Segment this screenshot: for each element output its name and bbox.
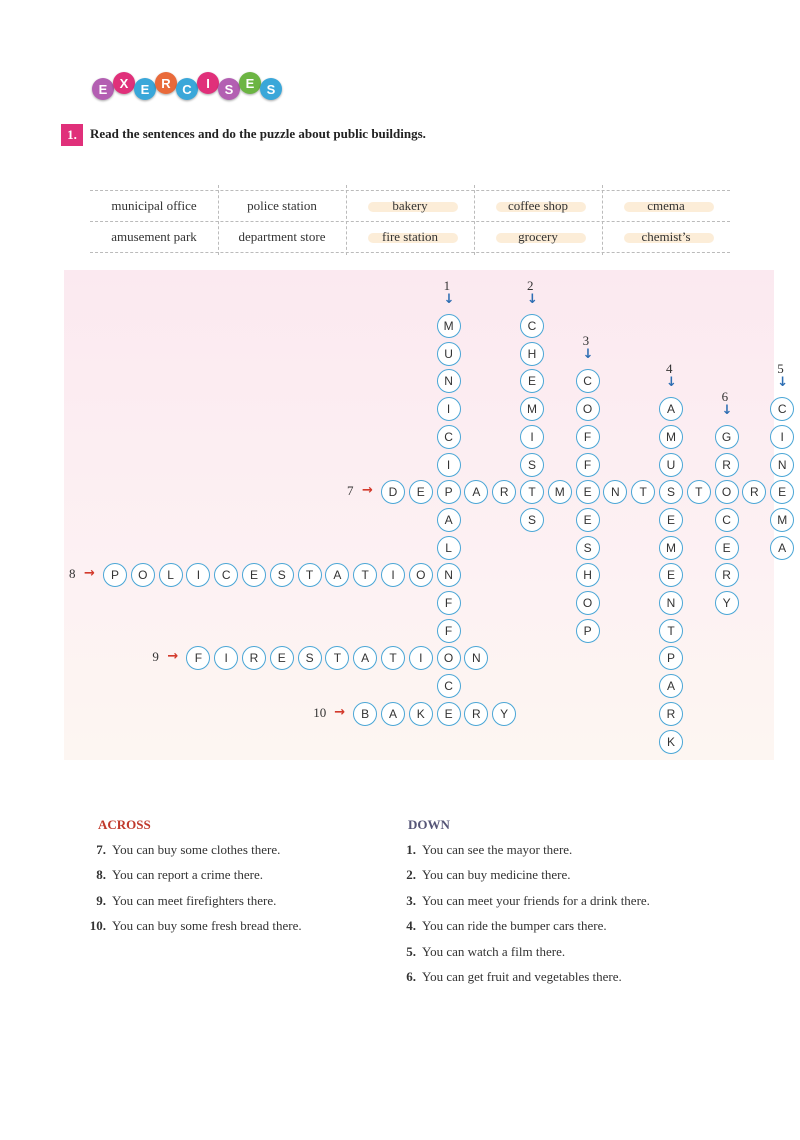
clue-number-down: 3	[582, 333, 590, 349]
clue-item	[82, 842, 280, 858]
word-box-item: grocery	[518, 229, 558, 244]
crossword-cell[interactable]: S	[298, 646, 322, 670]
crossword-cell[interactable]: M	[659, 536, 683, 560]
crossword-cell[interactable]: Y	[715, 591, 739, 615]
crossword-cell[interactable]: T	[298, 563, 322, 587]
crossword-cell[interactable]: C	[715, 508, 739, 532]
word-box-item: department store	[238, 229, 326, 244]
crossword-cell[interactable]: N	[437, 369, 461, 393]
exercise-instruction: Read the sentences and do the puzzle about public buildings.	[90, 126, 426, 141]
down-heading: DOWN	[408, 817, 450, 832]
logo-letter: C	[176, 78, 198, 100]
clue-item-number: 9.	[96, 892, 106, 908]
crossword-cell[interactable]: E	[409, 480, 433, 504]
crossword-cell[interactable]: A	[659, 674, 683, 698]
clue-item-number: 1.	[406, 842, 416, 857]
crossword-cell[interactable]: T	[659, 619, 683, 643]
crossword-cell[interactable]: I	[186, 563, 210, 587]
crossword-cell[interactable]: C	[576, 369, 600, 393]
clue-number-across: 7	[347, 483, 354, 499]
down-arrow-icon: ↓	[666, 375, 677, 391]
crossword-cell[interactable]: A	[381, 702, 405, 726]
crossword-cell[interactable]: E	[659, 563, 683, 587]
crossword-cell[interactable]: M	[770, 508, 794, 532]
clue-number-across: 8	[69, 566, 76, 582]
down-arrow-icon: ↓	[443, 292, 455, 307]
clue-item-number: 3.	[406, 892, 416, 908]
crossword-cell[interactable]: P	[659, 646, 683, 670]
crossword-cell[interactable]: M	[659, 425, 683, 449]
clue-item-text: You can buy medicine there.	[422, 867, 571, 883]
down-arrow-icon: ↓	[777, 375, 789, 391]
down-arrow-icon: ↓	[527, 292, 538, 307]
crossword-cell[interactable]: R	[715, 563, 739, 587]
word-box-divider	[90, 190, 730, 191]
crossword-cell[interactable]: S	[520, 453, 544, 477]
clue-item	[392, 893, 650, 909]
clue-item-number: 5.	[406, 943, 416, 959]
crossword-cell[interactable]: S	[520, 508, 544, 532]
crossword-cell[interactable]: S	[576, 536, 600, 560]
word-box	[90, 190, 730, 252]
crossword-cell[interactable]: T	[353, 563, 377, 587]
clue-item-text: You can buy some clothes there.	[112, 842, 281, 857]
clue-item-number: 8.	[96, 867, 106, 883]
logo-letter: R	[155, 72, 177, 94]
crossword-cell[interactable]: C	[437, 674, 461, 698]
clue-number-across: 10	[313, 704, 327, 720]
clue-item-text: You can report a crime there.	[112, 867, 264, 883]
clue-number-across: 9	[152, 649, 159, 665]
crossword-cell[interactable]: A	[770, 536, 794, 560]
crossword-cell[interactable]: R	[742, 480, 766, 504]
clue-item-number: 7.	[96, 842, 106, 857]
crossword-cell[interactable]: F	[437, 619, 461, 643]
crossword-cell[interactable]: E	[659, 508, 683, 532]
crossword-cell[interactable]: C	[437, 425, 461, 449]
crossword-cell[interactable]: A	[325, 563, 349, 587]
word-box-divider	[90, 252, 730, 253]
crossword-cell[interactable]: E	[576, 480, 600, 504]
crossword-cell[interactable]: T	[325, 646, 349, 670]
logo-letter: E	[239, 72, 261, 94]
crossword-cell[interactable]: O	[576, 397, 600, 421]
crossword-cell[interactable]: N	[437, 563, 461, 587]
crossword-cell[interactable]: P	[437, 480, 461, 504]
logo-letter: S	[218, 78, 240, 100]
crossword-cell[interactable]: S	[659, 480, 683, 504]
clue-item-text: You can get fruit and vegetables there.	[422, 969, 622, 984]
crossword-cell[interactable]: R	[492, 480, 516, 504]
crossword-cell[interactable]: O	[576, 591, 600, 615]
crossword-cell[interactable]: B	[353, 702, 377, 726]
across-arrow-icon: →	[167, 649, 179, 665]
crossword-cell[interactable]: O	[715, 480, 739, 504]
crossword-cell[interactable]: U	[659, 453, 683, 477]
crossword-cell[interactable]: I	[214, 646, 238, 670]
down-arrow-icon: ↓	[721, 402, 733, 418]
crossword-cell[interactable]: H	[520, 342, 544, 366]
exercise-number-badge: 1.	[61, 124, 83, 146]
word-box-item: cmema	[647, 198, 685, 213]
crossword-puzzle	[64, 270, 789, 760]
word-box-item: bakery	[392, 198, 428, 213]
crossword-cell[interactable]: O	[437, 646, 461, 670]
crossword-cell[interactable]: N	[464, 646, 488, 670]
crossword-cell[interactable]: I	[520, 425, 544, 449]
crossword-cell[interactable]: C	[214, 563, 238, 587]
crossword-cell[interactable]: H	[576, 563, 600, 587]
clue-number-down: 4	[666, 361, 673, 377]
logo-letter: I	[197, 72, 219, 94]
crossword-cell[interactable]: I	[409, 646, 433, 670]
crossword-cell[interactable]: M	[520, 397, 544, 421]
crossword-cell[interactable]: C	[770, 397, 794, 421]
clue-item	[392, 918, 607, 934]
crossword-cell[interactable]: T	[687, 480, 711, 504]
word-box-item: fire station	[382, 229, 438, 244]
crossword-cell[interactable]: T	[520, 480, 544, 504]
word-box-divider	[90, 221, 730, 222]
across-arrow-icon: →	[84, 566, 95, 582]
logo-letter: E	[134, 78, 156, 100]
crossword-cell[interactable]: O	[131, 563, 155, 587]
crossword-cell[interactable]: T	[381, 646, 405, 670]
crossword-cell[interactable]: E	[520, 369, 544, 393]
crossword-cell[interactable]: F	[186, 646, 210, 670]
clue-number-down: 6	[721, 388, 729, 404]
crossword-cell[interactable]: R	[242, 646, 266, 670]
clue-item	[392, 842, 572, 858]
clue-item	[392, 944, 565, 960]
crossword-cell[interactable]: E	[576, 508, 600, 532]
crossword-cell[interactable]: F	[576, 453, 600, 477]
crossword-cell[interactable]: R	[464, 702, 488, 726]
crossword-cell[interactable]: L	[159, 563, 183, 587]
crossword-cell[interactable]: F	[576, 425, 600, 449]
crossword-cell[interactable]: P	[103, 563, 127, 587]
clue-item	[82, 867, 263, 883]
crossword-cell[interactable]: R	[715, 453, 739, 477]
crossword-cell[interactable]: S	[270, 563, 294, 587]
crossword-cell[interactable]: I	[437, 397, 461, 421]
crossword-cell[interactable]: N	[603, 480, 627, 504]
exercises-logo	[92, 72, 302, 106]
clue-item-number: 4.	[406, 918, 416, 934]
across-arrow-icon: →	[362, 483, 373, 499]
crossword-cell[interactable]: L	[437, 536, 461, 560]
clue-number-down: 2	[527, 278, 534, 293]
clue-item	[82, 918, 302, 934]
clue-item-text: You can meet your friends for a drink there.	[422, 892, 650, 908]
clue-number-down: 1	[443, 278, 451, 293]
clue-item-number: 2.	[406, 867, 416, 883]
clue-item-text: You can meet firefighters there.	[112, 892, 277, 908]
crossword-cell[interactable]: O	[409, 563, 433, 587]
logo-letter: E	[92, 78, 114, 100]
across-arrow-icon: →	[334, 704, 346, 720]
word-box-item: chemist’s	[641, 229, 691, 244]
crossword-cell[interactable]: N	[659, 591, 683, 615]
crossword-cell[interactable]: I	[770, 425, 794, 449]
crossword-cell[interactable]: E	[715, 536, 739, 560]
crossword-cell[interactable]: U	[437, 342, 461, 366]
crossword-cell[interactable]: F	[437, 591, 461, 615]
logo-letter: X	[113, 72, 135, 94]
crossword-cell[interactable]: T	[631, 480, 655, 504]
word-box-item: coffee shop	[507, 198, 569, 213]
crossword-cell[interactable]: A	[659, 397, 683, 421]
word-box-item: amusement park	[111, 229, 197, 244]
clue-number-down: 5	[777, 361, 784, 377]
crossword-cell[interactable]: R	[659, 702, 683, 726]
crossword-cell[interactable]: G	[715, 425, 739, 449]
clue-item-text: You can see the mayor there.	[422, 842, 573, 857]
clue-item	[82, 893, 276, 909]
crossword-cell[interactable]: K	[409, 702, 433, 726]
crossword-cell[interactable]: Y	[492, 702, 516, 726]
crossword-cell[interactable]: I	[381, 563, 405, 587]
word-box-item: police station	[247, 198, 317, 213]
word-box-item: municipal office	[111, 198, 197, 213]
crossword-cell[interactable]: A	[464, 480, 488, 504]
crossword-cell[interactable]: A	[353, 646, 377, 670]
crossword-cell[interactable]: M	[437, 314, 461, 338]
clue-item	[392, 867, 571, 883]
clue-item-text: You can watch a film there.	[422, 943, 566, 959]
across-heading: ACROSS	[98, 817, 151, 832]
down-arrow-icon: ↓	[582, 347, 594, 363]
crossword-cell[interactable]: C	[520, 314, 544, 338]
crossword-cell[interactable]: E	[242, 563, 266, 587]
crossword-cell[interactable]: D	[381, 480, 405, 504]
crossword-cell[interactable]: P	[576, 619, 600, 643]
clue-item-text: You can buy some fresh bread there.	[112, 918, 302, 934]
crossword-cell[interactable]: E	[437, 702, 461, 726]
clue-item-number: 10.	[89, 918, 106, 934]
crossword-cell[interactable]: N	[770, 453, 794, 477]
logo-letter: S	[260, 78, 282, 100]
crossword-cell[interactable]: E	[270, 646, 294, 670]
crossword-cell[interactable]: I	[437, 453, 461, 477]
crossword-cell[interactable]: K	[659, 730, 683, 754]
clue-item	[392, 969, 622, 985]
crossword-cell[interactable]: M	[548, 480, 572, 504]
crossword-cell[interactable]: A	[437, 508, 461, 532]
crossword-cell[interactable]: E	[770, 480, 794, 504]
clue-item-number: 6.	[406, 969, 416, 984]
clue-item-text: You can ride the bumper cars there.	[422, 918, 607, 934]
